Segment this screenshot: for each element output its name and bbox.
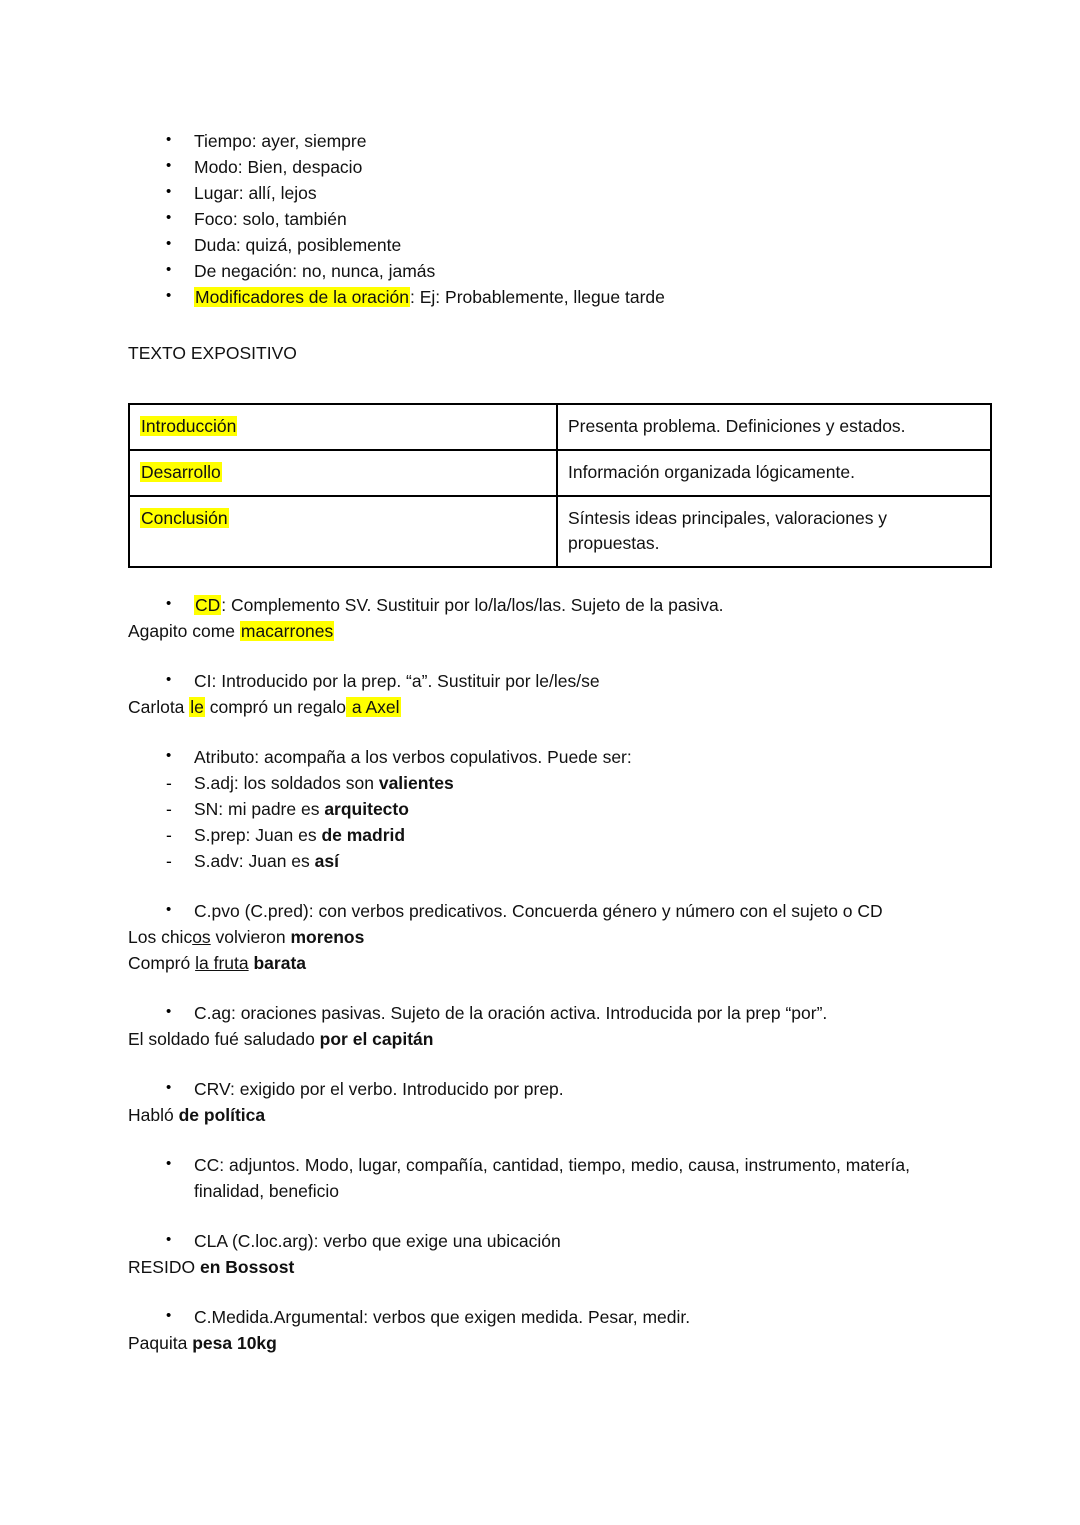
ci-example-part-a: Carlota <box>128 697 190 717</box>
cpvo-ex2-bold: barata <box>253 953 307 973</box>
crv-example-bold: de política <box>178 1105 266 1125</box>
table-row <box>129 496 991 567</box>
document-content <box>128 128 952 1356</box>
highlighted-term: le <box>190 697 204 717</box>
cd-example-prefix: Agapito come <box>128 621 240 641</box>
list-item <box>128 128 952 154</box>
table-cell-description: Presenta problema. Definiciones y estados. <box>557 404 991 450</box>
crv-definition: • CRV: exigido por el verbo. Introducido por prep. <box>128 1076 952 1102</box>
atributo-item <box>128 796 952 822</box>
cag-definition: • C.ag: oraciones pasivas. Sujeto de la oración activa. Introducida por la prep “por”. <box>128 1000 952 1026</box>
highlighted-term: macarrones <box>240 621 334 641</box>
crv-example-text: Habló <box>128 1105 179 1125</box>
list-item-label: Lugar: allí, lejos <box>194 183 317 203</box>
texto-expositivo-table <box>128 403 992 568</box>
atributo-item-bold: así <box>314 851 339 871</box>
cpvo-ex1-underlined: os <box>192 927 211 947</box>
cag-example-bold: por el capitán <box>319 1029 434 1049</box>
atributo-item-text: S.adv: Juan es <box>194 851 315 871</box>
section-crv <box>128 1076 952 1128</box>
cmedida-example <box>128 1330 952 1356</box>
cmedida-definition: • C.Medida.Argumental: verbos que exigen medida. Pesar, medir. <box>128 1304 952 1330</box>
section-cmedida <box>128 1304 952 1356</box>
table-cell-stage <box>129 496 557 567</box>
list-item-label: Duda: quizá, posiblemente <box>194 235 402 255</box>
list-item <box>128 180 952 206</box>
atributo-item-text: S.prep: Juan es <box>194 825 322 845</box>
cc-definition: • CC: adjuntos. Modo, lugar, compañía, cantidad, tiempo, medio, causa, instrumento, matería, finalidad, beneficio <box>128 1152 952 1204</box>
section-cag <box>128 1000 952 1052</box>
cpvo-ex2-underlined: la fruta <box>195 953 249 973</box>
section-cc <box>128 1152 952 1204</box>
atributo-item-bold: arquitecto <box>324 799 409 819</box>
list-item <box>128 154 952 180</box>
list-item-label: Modo: Bien, despacio <box>194 157 363 177</box>
list-item <box>128 206 952 232</box>
ci-example-part-b: compró un regalo <box>204 697 346 717</box>
cd-definition <box>128 592 952 618</box>
cpvo-ex2-part-a: Compró <box>128 953 196 973</box>
highlighted-term: Introducción <box>141 416 237 436</box>
cmedida-example-text: Paquita <box>128 1333 193 1353</box>
table-cell-description: Información organizada lógicamente. <box>557 450 991 496</box>
cpvo-ex1-part-a: Los chic <box>128 927 193 947</box>
atributo-item-text: SN: mi padre es <box>194 799 325 819</box>
list-item-label: : Ej: Probablemente, llegue tarde <box>410 287 665 307</box>
list-item <box>128 284 952 310</box>
ci-definition: • CI: Introducido por la prep. “a”. Sustituir por le/les/se <box>128 668 952 694</box>
table-cell-stage <box>129 450 557 496</box>
section-cpvo <box>128 898 952 976</box>
cpvo-ex1-part-b: volvieron <box>210 927 291 947</box>
cag-example <box>128 1026 952 1052</box>
atributo-item-bold: valientes <box>378 773 454 793</box>
table-cell-description: Síntesis ideas principales, valoraciones y propuestas. <box>557 496 991 567</box>
section-heading: TEXTO EXPOSITIVO <box>128 343 297 363</box>
atributo-item-bold: de madrid <box>321 825 406 845</box>
cpvo-definition: • C.pvo (C.pred): con verbos predicativos. Concuerda género y número con el sujeto o CD <box>128 898 952 924</box>
highlighted-term: Modificadores de la oración <box>195 287 410 307</box>
cmedida-example-bold: pesa 10kg <box>192 1333 277 1353</box>
texto-expositivo-table-wrap <box>128 403 946 568</box>
highlighted-term: Conclusión <box>141 508 228 528</box>
list-item-label: Foco: solo, también <box>194 209 347 229</box>
list-item-label: Tiempo: ayer, siempre <box>194 131 367 151</box>
section-cla <box>128 1228 952 1280</box>
section-cd <box>128 592 952 644</box>
cag-example-text: El soldado fué saludado <box>128 1029 320 1049</box>
crv-example <box>128 1102 952 1128</box>
cpvo-example-1 <box>128 924 952 950</box>
list-item <box>128 258 952 284</box>
section-atributo <box>128 744 952 874</box>
cd-definition-text: : Complemento SV. Sustituir por lo/la/los/las. Sujeto de la pasiva. <box>221 595 724 615</box>
cla-definition: • CLA (C.loc.arg): verbo que exige una ubicación <box>128 1228 952 1254</box>
atributo-definition: • Atributo: acompaña a los verbos copulativos. Puede ser: <box>128 744 952 770</box>
atributo-item <box>128 848 952 874</box>
list-item <box>128 232 952 258</box>
table-row <box>129 450 991 496</box>
cpvo-ex1-bold: morenos <box>290 927 365 947</box>
highlighted-term: CD <box>195 595 221 615</box>
cla-example-bold: en Bossost <box>199 1257 295 1277</box>
highlighted-term: a Axel <box>346 697 400 717</box>
cla-example-text: RESIDO <box>128 1257 200 1277</box>
cpvo-example-2 <box>128 950 952 976</box>
list-item-label: De negación: no, nunca, jamás <box>194 261 436 281</box>
atributo-item <box>128 822 952 848</box>
cd-example <box>128 618 952 644</box>
atributo-item-text: S.adj: los soldados son <box>194 773 379 793</box>
table-row <box>129 404 991 450</box>
table-cell-stage <box>129 404 557 450</box>
ci-example <box>128 694 952 720</box>
atributo-item <box>128 770 952 796</box>
highlighted-term: Desarrollo <box>141 462 221 482</box>
adverb-type-list <box>128 128 952 310</box>
section-ci <box>128 668 952 720</box>
cla-example <box>128 1254 952 1280</box>
